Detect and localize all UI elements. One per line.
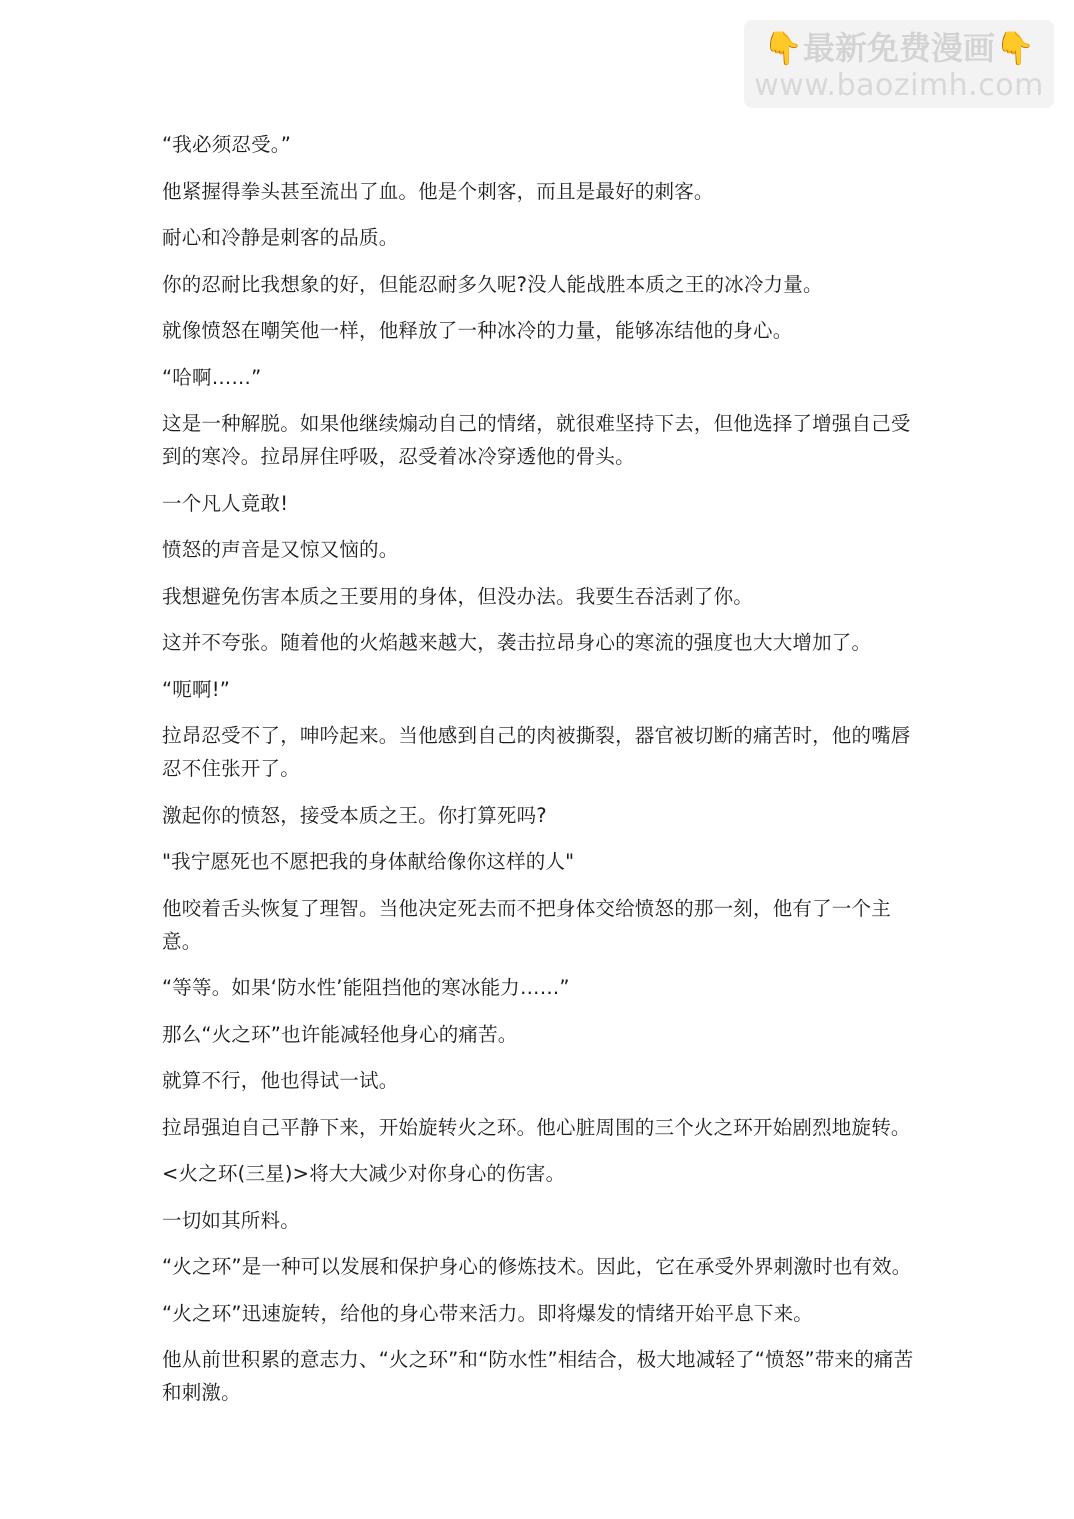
paragraph: “火之环”迅速旋转，给他的身心带来活力。即将爆发的情绪开始平息下来。 — [162, 1301, 814, 1325]
paragraph: 他紧握得拳头甚至流出了血。他是个刺客，而且是最好的刺客。 — [162, 179, 714, 203]
paragraph: 愤怒的声音是又惊又恼的。 — [162, 538, 399, 561]
paragraph: 一个凡人竟敢! — [162, 491, 289, 515]
watermark-title — [750, 28, 1048, 68]
watermark-url: www.baozimh.com — [754, 68, 1044, 103]
paragraph: 激起你的愤怒，接受本质之王。你打算死吗? — [162, 803, 547, 827]
paragraph: 就像愤怒在嘲笑他一样，他释放了一种冰冷的力量，能够冻结他的身心。 — [162, 319, 793, 342]
paragraph: 这是一种解脱。如果他继续煽动自己的情绪，就很难坚持下去，但他选择了增强自己受到的寒冷。拉昂屏住呼吸，忍受着冰冷穿透他的骨头。 — [162, 412, 911, 468]
paragraph: 就算不行，他也得试一试。 — [162, 1069, 399, 1092]
paragraph: "我宁愿死也不愿把我的身体献给像你这样的人" — [162, 850, 575, 873]
pointing-down-hand-icon: 👇 — [995, 29, 1035, 67]
paragraph: 那么“火之环”也许能减轻他身心的痛苦。 — [162, 1022, 518, 1046]
paragraph: 拉昂忍受不了，呻吟起来。当他感到自己的肉被撕裂，器官被切断的痛苦时，他的嘴唇忍不住张开了。 — [162, 724, 911, 780]
paragraph: “呃啊!” — [162, 677, 231, 701]
paragraph: “等等。如果‘防水性’能阻挡他的寒冰能力……” — [162, 976, 570, 999]
watermark-title-text: 最新免费漫画 — [802, 29, 995, 67]
pointing-down-hand-icon: 👇 — [763, 29, 803, 67]
paragraph: “哈啊……” — [162, 365, 262, 389]
paragraph: “我必须忍受。” — [162, 133, 292, 156]
story-text — [162, 128, 914, 1423]
paragraph: 他从前世积累的意志力、“火之环”和“防水性”相结合，极大地减轻了“愤怒”带来的痛苦和刺激。 — [162, 1348, 914, 1404]
paragraph: 你的忍耐比我想象的好，但能忍耐多久呢?没人能战胜本质之王的冰冷力量。 — [162, 272, 823, 296]
watermark-banner — [744, 20, 1054, 108]
paragraph: 他咬着舌头恢复了理智。当他决定死去而不把身体交给愤怒的那一刻，他有了一个主意。 — [162, 896, 891, 953]
paragraph: 我想避免伤害本质之王要用的身体，但没办法。我要生吞活剥了你。 — [162, 584, 754, 608]
paragraph: 一切如其所料。 — [162, 1208, 300, 1232]
paragraph: <火之环(三星)>将大大减少对你身心的伤害。 — [162, 1162, 566, 1185]
paragraph: “火之环”是一种可以发展和保护身心的修炼技术。因此，它在承受外界刺激时也有效。 — [162, 1255, 912, 1278]
paragraph: 拉昂强迫自己平静下来，开始旋转火之环。他心脏周围的三个火之环开始剧烈地旋转。 — [162, 1115, 911, 1139]
paragraph: 这并不夸张。随着他的火焰越来越大，袭击拉昂身心的寒流的强度也大大增加了。 — [162, 631, 872, 654]
paragraph: 耐心和冷静是刺客的品质。 — [162, 226, 399, 249]
